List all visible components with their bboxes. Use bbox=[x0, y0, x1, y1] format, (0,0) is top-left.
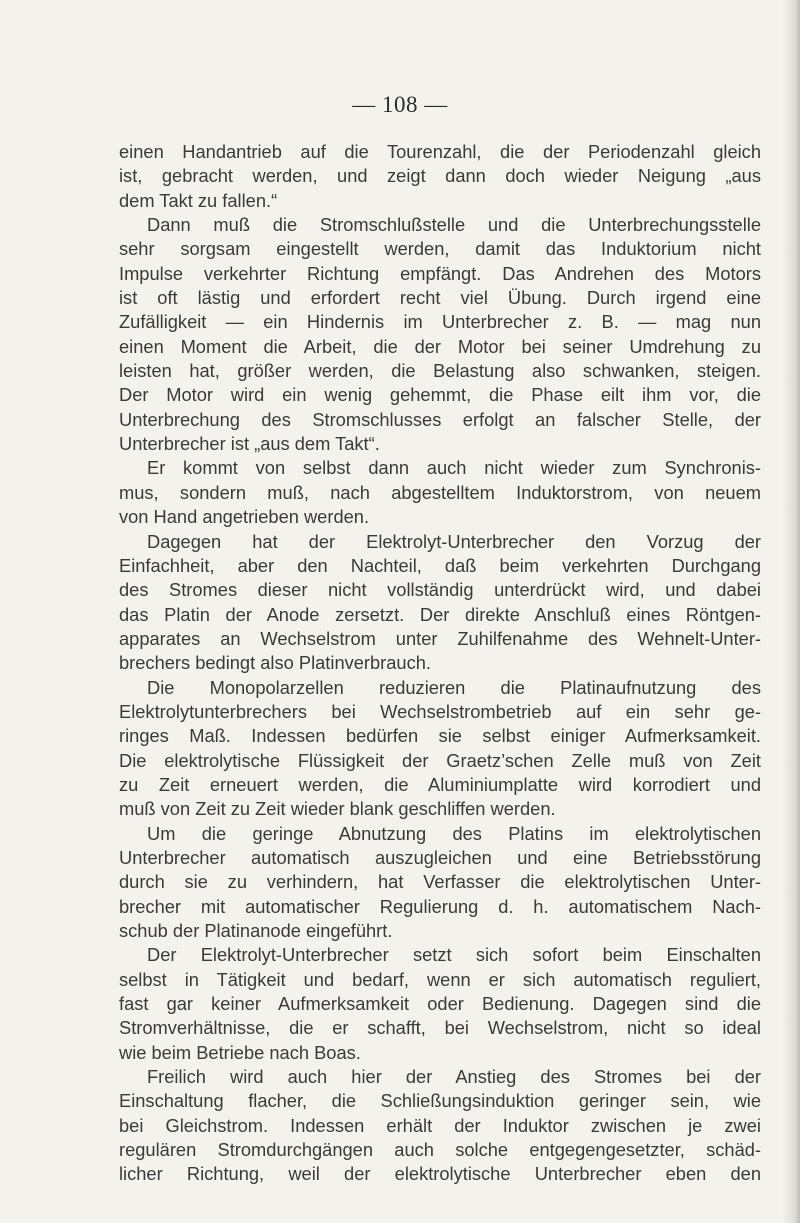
text-line: einen Moment die Arbeit, die der Motor bei seiner Umdrehung zu bbox=[119, 335, 761, 357]
text-line: regulären Stromdurchgängen auch solche entgegengesetzter, schäd- bbox=[119, 1139, 761, 1161]
text-line: bei Gleichstrom. Indessen erhält der Induktor zwischen je zwei bbox=[119, 1114, 761, 1136]
text-line: Unterbrechung des Stromschlusses erfolgt an falscher Stelle, der bbox=[119, 408, 761, 430]
text-line: das Platin der Anode zersetzt. Der direkte Anschluß eines Röntgen- bbox=[119, 603, 761, 625]
text-line: einen Handantrieb auf die Tourenzahl, die der Periodenzahl gleich bbox=[119, 141, 761, 162]
page-number: — 108 — bbox=[352, 92, 448, 117]
text-line: sehr sorgsam eingestellt werden, damit das Induktorium nicht bbox=[119, 238, 761, 260]
body-text bbox=[119, 140, 761, 1187]
text-line: durch sie zu verhindern, hat Verfasser die elektrolytischen Unter- bbox=[119, 871, 761, 893]
text-line: brechers bedingt also Platinverbrauch. bbox=[119, 652, 431, 674]
text-line: Einschaltung flacher, die Schließungsinduktion geringer sein, wie bbox=[119, 1090, 761, 1112]
text-line: ist, gebracht werden, und zeigt dann doch wieder Neigung „aus bbox=[119, 165, 761, 187]
text-line: Zufälligkeit — ein Hindernis im Unterbrecher z. B. — mag nun bbox=[119, 311, 761, 333]
text-line: Stromverhältnisse, die er schafft, bei Wechselstrom, nicht so ideal bbox=[119, 1017, 761, 1039]
text-line: ist oft lästig und erfordert recht viel Übung. Durch irgend eine bbox=[119, 287, 761, 309]
text-line: wie beim Betriebe nach Boas. bbox=[119, 1041, 361, 1063]
text-line: Unterbrecher automatisch auszugleichen und eine Betriebsstörung bbox=[119, 846, 761, 868]
text-line: Unterbrecher ist „aus dem Takt“. bbox=[119, 433, 380, 455]
text-line: Die elektrolytische Flüssigkeit der Graetz’schen Zelle muß von Zeit bbox=[119, 749, 761, 771]
text-line: Impulse verkehrter Richtung empfängt. Das Andrehen des Motors bbox=[119, 262, 761, 284]
text-line: Die Monopolarzellen reduzieren die Platinaufnutzung des bbox=[147, 676, 761, 698]
text-line: ringes Maß. Indessen bedürfen sie selbst einiger Aufmerksamkeit. bbox=[119, 725, 761, 747]
text-line: des Stromes dieser nicht vollständig unterdrückt wird, und dabei bbox=[119, 579, 761, 601]
text-line: zu Zeit erneuert werden, die Aluminiumplatte wird korrodiert und bbox=[119, 773, 761, 795]
text-line: Der Elektrolyt-Unterbrecher setzt sich sofort beim Einschalten bbox=[147, 944, 761, 966]
text-line: fast gar keiner Aufmerksamkeit oder Bedienung. Dagegen sind die bbox=[119, 993, 761, 1015]
text-line: muß von Zeit zu Zeit wieder blank geschliffen werden. bbox=[119, 798, 556, 820]
text-line: Einfachheit, aber den Nachteil, daß beim verkehrten Durchgang bbox=[119, 554, 761, 576]
text-line: brecher mit automatischer Regulierung d. h. automatischem Nach- bbox=[119, 895, 761, 917]
text-line: mus, sondern muß, nach abgestelltem Induktorstrom, von neuem bbox=[119, 481, 761, 503]
text-line: licher Richtung, weil der elektrolytische Unterbrecher eben den bbox=[119, 1163, 761, 1185]
page-edge-shadow bbox=[782, 0, 800, 1223]
text-line: Um die geringe Abnutzung des Platins im elektrolytischen bbox=[147, 822, 761, 844]
text-line: Elektrolytunterbrechers bei Wechselstrombetrieb auf ein sehr ge- bbox=[119, 700, 761, 722]
text-line: Dagegen hat der Elektrolyt-Unterbrecher den Vorzug der bbox=[147, 530, 761, 552]
text-line: dem Takt zu fallen.“ bbox=[119, 189, 278, 211]
text-line: von Hand angetrieben werden. bbox=[119, 506, 370, 528]
text-line: Dann muß die Stromschlußstelle und die Unterbrechungsstelle bbox=[147, 214, 761, 236]
text-line: Freilich wird auch hier der Anstieg des Stromes bei der bbox=[147, 1066, 761, 1088]
text-line: leisten hat, größer werden, die Belastung also schwanken, steigen. bbox=[119, 360, 761, 382]
text-line: Der Motor wird ein wenig gehemmt, die Phase eilt ihm vor, die bbox=[119, 384, 761, 406]
text-line: selbst in Tätigkeit und bedarf, wenn er sich automatisch reguliert, bbox=[119, 968, 761, 990]
text-line: Er kommt von selbst dann auch nicht wieder zum Synchronis- bbox=[147, 457, 761, 479]
text-line: schub der Platinanode eingeführt. bbox=[119, 920, 393, 941]
text-line: apparates an Wechselstrom unter Zuhilfenahme des Wehnelt-Unter- bbox=[119, 627, 761, 649]
